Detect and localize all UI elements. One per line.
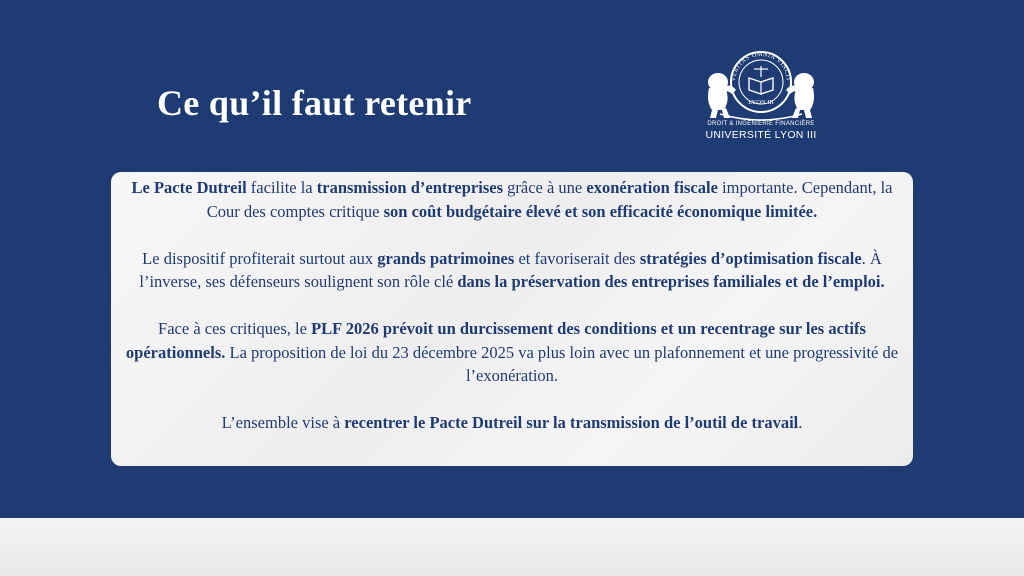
- text: grâce à une: [503, 178, 587, 197]
- summary-paragraph-4: [125, 411, 899, 435]
- text: Le dispositif profiterait surtout aux: [142, 248, 378, 268]
- logo-university-name: UNIVERSITÉ LYON III: [705, 129, 817, 141]
- marble-bottom-strip: [0, 518, 1024, 576]
- text: . À l’inverse, ses défenseurs soulignent son rôle clé: [139, 248, 882, 291]
- seal-label: LYON III: [748, 99, 774, 106]
- text: facilite la: [246, 178, 317, 197]
- text: L’ensemble vise à: [221, 413, 345, 432]
- text: importante. Cependant, la Cour des comptes critique: [206, 178, 893, 221]
- emphasis: transmission d’entreprises: [316, 178, 504, 197]
- text: Face à ces critiques, le: [158, 319, 312, 338]
- emphasis: PLF 2026 prévoit un durcissement des conditions et un recentrage sur les actifs opérationnels.: [125, 319, 866, 362]
- summary-paragraph-1: [125, 176, 899, 223]
- logo-subtitle: DROIT & INGÉNIERIE FINANCIÈRE: [707, 121, 815, 127]
- emphasis: dans la préservation des entreprises familiales et de l’emploi.: [457, 272, 885, 291]
- text: et favoriserait des: [514, 248, 640, 268]
- slide-title: Ce qu’il faut retenir: [157, 83, 472, 123]
- summary-paragraph-2: [125, 247, 899, 294]
- emphasis: recentrer le Pacte Dutreil sur la transmission de l’outil de travail: [344, 413, 799, 432]
- emphasis: grands patrimoines: [377, 248, 515, 268]
- seal-motto: VERITAS OMNIA VINCIT: [730, 51, 792, 82]
- summary-paragraph-3: [125, 317, 899, 388]
- text: .: [798, 413, 803, 432]
- emphasis: exonération fiscale: [586, 178, 718, 197]
- emphasis: stratégies d’optimisation fiscale: [639, 248, 862, 268]
- summary-card: [111, 172, 913, 466]
- emphasis: Le Pacte Dutreil: [131, 178, 247, 197]
- emphasis: son coût budgétaire élevé et son efficacité économique limitée.: [383, 201, 818, 221]
- seal-icon: [731, 52, 791, 112]
- text: La proposition de loi du 23 décembre 2025 va plus loin avec un plafonnement et une progressivité de l’exonération.: [225, 342, 899, 385]
